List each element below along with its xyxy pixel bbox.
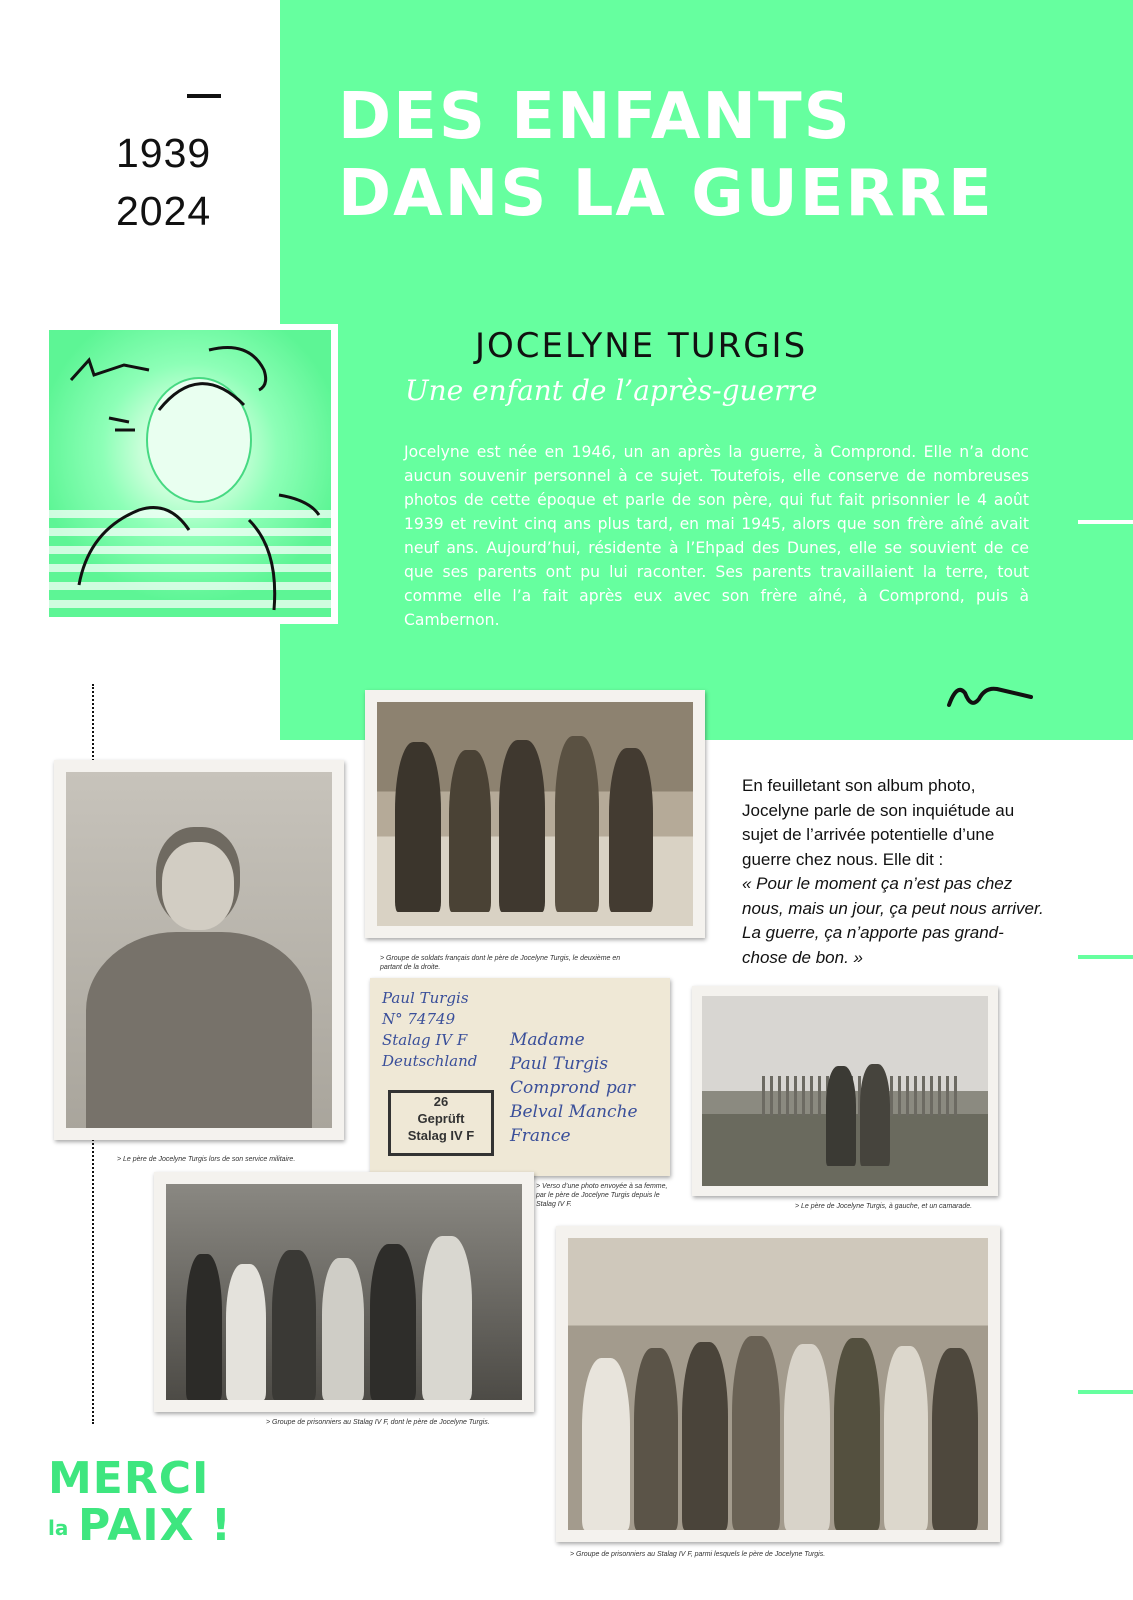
accent-line <box>1078 955 1133 959</box>
logo-merci: MERCI <box>48 1453 210 1504</box>
portrait-doodle <box>49 330 331 617</box>
caption-father-portrait: > Le père de Jocelyne Turgis lors de son service militaire. <box>117 1156 296 1163</box>
year-end: 2024 <box>116 188 212 234</box>
squiggle-icon <box>945 675 1035 715</box>
page-title-line-1: DES ENFANTS <box>338 80 852 154</box>
accent-line-white <box>1078 520 1133 524</box>
postcard-line: N° 74749 <box>382 1010 456 1028</box>
caption-postcard: > Verso d’une photo envoyée à sa femme, par le père de Jocelyne Turgis depuis le Stalag IV F. <box>536 1183 668 1208</box>
photo-father-portrait <box>66 772 332 1128</box>
person-name: JOCELYNE TURGIS <box>475 326 808 366</box>
header-dash <box>187 94 221 98</box>
censor-stamp: 26 Geprüft Stalag IV F <box>388 1090 494 1156</box>
year-start: 1939 <box>116 130 212 176</box>
photo-father-comrade <box>702 996 988 1186</box>
postcard-line: Belval Manche <box>510 1102 638 1122</box>
page-title-line-2: DANS LA GUERRE <box>338 157 994 231</box>
photo-soldiers-group <box>377 702 693 926</box>
portrait-photo <box>49 330 331 617</box>
logo-la: la <box>48 1516 69 1540</box>
accent-line <box>1078 1390 1133 1394</box>
caption-father-comrade: > Le père de Jocelyne Turgis, à gauche, et un camarade. <box>795 1203 973 1210</box>
caption-prisoners-large: > Groupe de prisonniers au Stalag IV F, parmi lesquels le père de Jocelyne Turgis. <box>570 1551 826 1558</box>
person-subtitle: Une enfant de l’après-guerre <box>405 374 818 407</box>
caption-prisoners-small: > Groupe de prisonniers au Stalag IV F, dont le père de Jocelyne Turgis. <box>266 1419 490 1426</box>
postcard-line: Madame <box>510 1030 585 1050</box>
quote-intro: En feuilletant son album photo, Jocelyne parle de son inquiétude au sujet de l’arrivée potentielle d’une guerre chez nous. Elle dit : <box>742 776 1015 869</box>
postcard-line: Comprond par <box>510 1078 635 1098</box>
postcard-line: France <box>510 1126 571 1146</box>
logo-paix: PAIX ! <box>78 1500 232 1551</box>
photo-prisoners-small <box>166 1184 522 1400</box>
postcard-line: Paul Turgis <box>510 1054 609 1074</box>
postcard-line: Deutschland <box>382 1052 478 1070</box>
biography-text: Jocelyne est née en 1946, un an après la guerre, à Comprond. Elle n’a donc aucun souvenir personnel à ce sujet. Toutefois, elle conserve de nombreuses photos de cette époque et parle de son père, qui fut fait prisonnier le 4 août 1939 et revint cinq ans plus tard, en mai 1945, alors que son frère aîné avait neuf ans. Aujourd’hui, résidente à l’Ehpad des Dunes, elle se souvient de ce que ses parents ont pu lui raconter. Ses parents travaillaient la terre, tout comme elle l’a fait après eux avec son frère aîné, à Comprond, puis à Cambernon. <box>404 443 1029 629</box>
photo-prisoners-large <box>568 1238 988 1530</box>
caption-soldiers-group: > Groupe de soldats français dont le père de Jocelyne Turgis, le deuxième en partant de la droite. <box>380 955 621 971</box>
quote-block <box>742 774 1047 970</box>
photo-postcard-verso <box>370 978 670 1176</box>
quote-text: « Pour le moment ça n’est pas chez nous, mais un jour, ça peut nous arriver. La guerre, ça n’apporte pas grand-chose de bon. » <box>742 874 1044 967</box>
postcard-line: Stalag IV F <box>382 1031 468 1049</box>
postcard-line: Paul Turgis <box>382 989 469 1007</box>
